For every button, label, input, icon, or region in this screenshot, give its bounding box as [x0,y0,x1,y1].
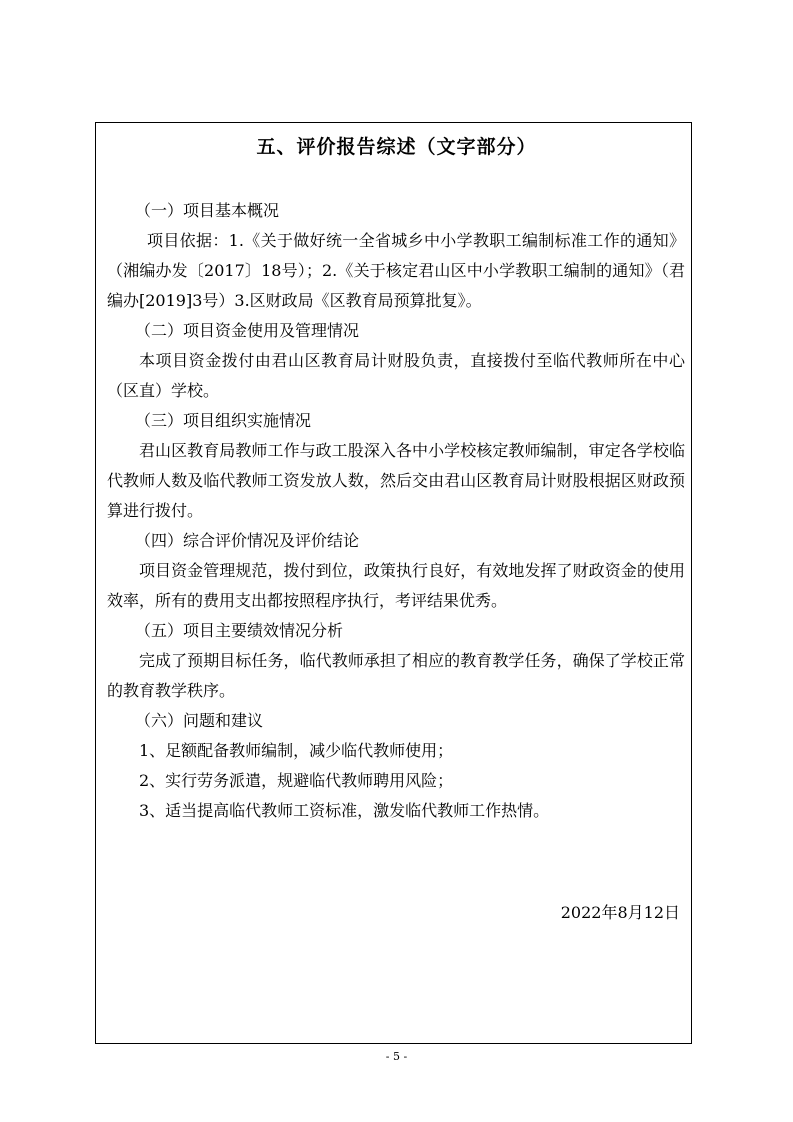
suggestion-item-3: 3、适当提高临代教师工资标准，激发临代教师工作热情。 [139,801,550,820]
section-5-heading: （五）项目主要绩效情况分析 [135,621,344,640]
suggestion-item-1: 1、足额配备教师编制，减少临代教师使用； [139,741,454,760]
section-6-heading: （六）问题和建议 [135,711,264,730]
section-1-paragraph: 项目依据：1.《关于做好统一全省城乡中小学教职工编制标准工作的通知》（湘编办发〔2017〕18号）；2.《关于核定君山区中小学教职工编制的通知》（君编办[2019]3号）3.区财政局《区教育局预算批复》。 [107,231,685,310]
section-1-heading: （一）项目基本概况 [135,201,280,220]
page-title: 五、评价报告综述（文字部分） [256,136,537,158]
report-date: 2022年8月12日 [560,903,680,922]
section-2-heading: （二）项目资金使用及管理情况 [135,321,360,340]
section-4-heading: （四）综合评价情况及评价结论 [135,531,360,550]
section-4-paragraph: 项目资金管理规范，拨付到位，政策执行良好，有效地发挥了财政资金的使用效率，所有的费用支出都按照程序执行，考评结果优秀。 [107,561,685,610]
section-3-paragraph: 君山区教育局教师工作与政工股深入各中小学校核定教师编制，审定各学校临代教师人数及临代教师工资发放人数，然后交由君山区教育局计财股根据区财政预算进行拨付。 [107,441,685,520]
section-3-heading: （三）项目组织实施情况 [135,411,312,430]
report-body [107,196,685,826]
section-5-paragraph: 完成了预期目标任务，临代教师承担了相应的教育教学任务，确保了学校正常的教育教学秩序。 [107,651,685,700]
section-2-paragraph: 本项目资金拨付由君山区教育局计财股负责，直接拨付至临代教师所在中心（区直）学校。 [107,351,685,400]
suggestion-item-2: 2、实行劳务派遣，规避临代教师聘用风险； [139,771,454,790]
page-number: - 5 - [385,1050,408,1063]
